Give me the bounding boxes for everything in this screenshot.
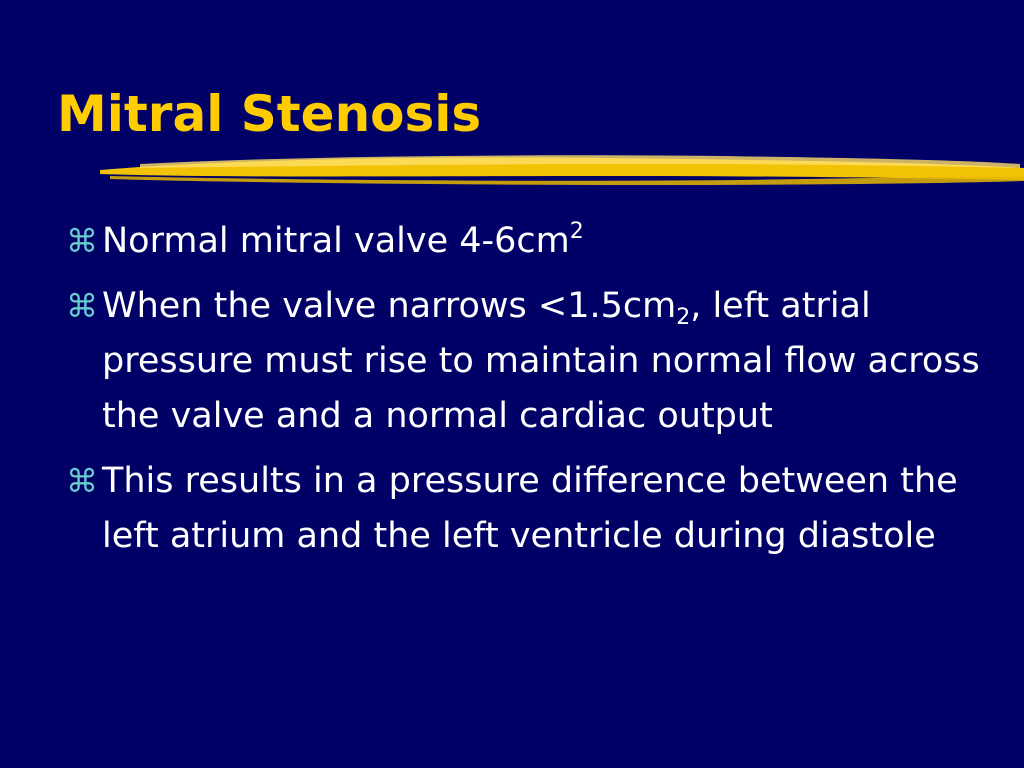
bullet-item xyxy=(66,214,996,269)
superscript: 2 xyxy=(569,219,584,244)
slide-title: Mitral Stenosis xyxy=(57,85,482,143)
subscript: 2 xyxy=(676,305,691,330)
bullet-text xyxy=(102,221,584,261)
cloverleaf-command-icon: ⌘ xyxy=(66,287,98,325)
bullet-text-run: When the valve narrows <1.5cm xyxy=(102,286,677,326)
cloverleaf-command-icon: ⌘ xyxy=(66,222,98,260)
bullet-list xyxy=(66,214,996,574)
bullet-item xyxy=(66,454,996,564)
bullet-item xyxy=(66,279,996,444)
bullet-text-run: Normal mitral valve 4-6cm xyxy=(102,221,570,261)
title-underline-brushstroke xyxy=(100,150,1024,188)
bullet-text xyxy=(102,286,980,436)
bullet-text xyxy=(102,461,958,556)
bullet-text-run: This results in a pressure difference between the left atrium and the left ventricle during diastole xyxy=(102,461,958,556)
bullet-text-run: , left atrial pressure must rise to maintain normal flow across the valve and a normal cardiac output xyxy=(102,286,980,436)
cloverleaf-command-icon: ⌘ xyxy=(66,462,98,500)
